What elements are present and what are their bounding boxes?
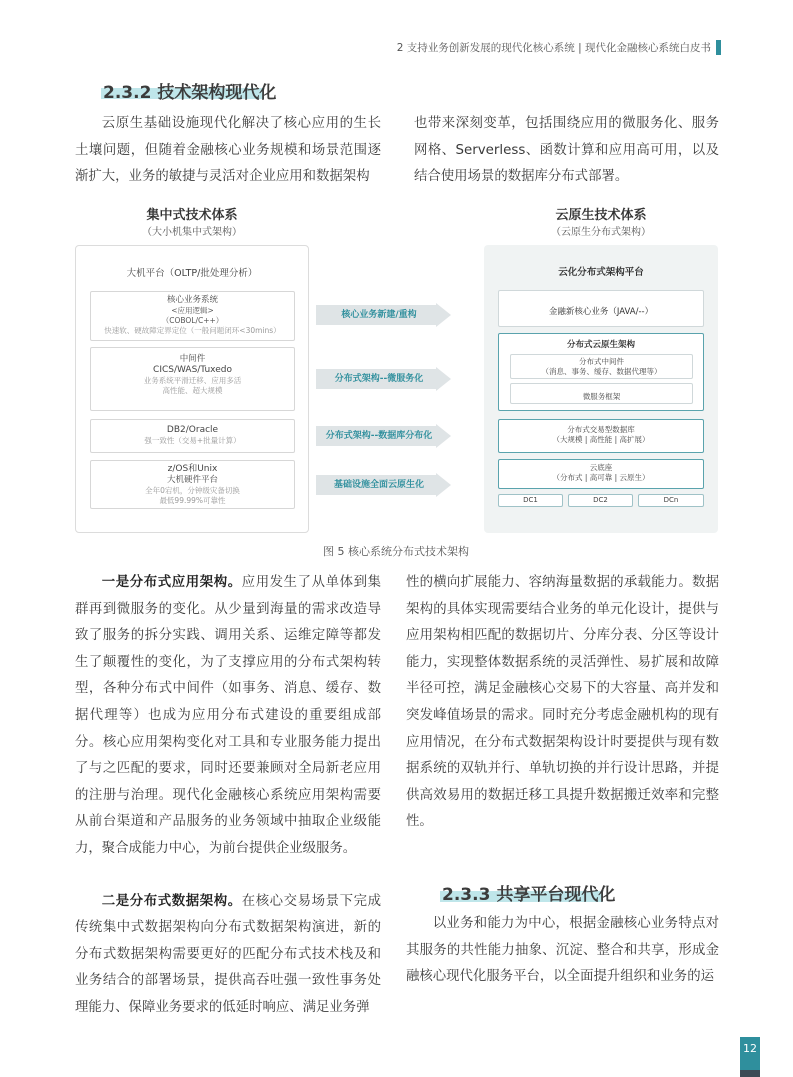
datacenter-dc1: DC1 <box>498 494 563 507</box>
intro-text-left: 云原生基础设施现代化解决了核心应用的生长土壤问题，但随着金融核心业务规模和场景范围逐渐扩大，业务的敏捷与灵活对企业应用和数据架构 <box>75 116 381 185</box>
microservice-framework-label: 微服务框架 <box>582 392 621 401</box>
distributed-app-heading: 一是分布式应用架构。 <box>101 575 242 590</box>
middleware-label: 中间件 <box>179 354 206 364</box>
microservice-framework-box <box>510 383 693 404</box>
new-core-business-box <box>498 290 704 327</box>
cics-label: CICS/WAS/Tuxedo <box>153 365 232 375</box>
intro-paragraph-left <box>75 111 381 191</box>
distributed-data-paragraph <box>75 889 381 1022</box>
figure-right-subtitle: （云原生分布式架构） <box>551 227 651 238</box>
distributed-database-label: 分布式交易型数据库 <box>567 425 635 434</box>
distributed-middleware-note: （消息、事务、缓存、数据代理等） <box>541 367 662 376</box>
figure-left-title: 集中式技术体系 <box>146 208 238 223</box>
middleware-note-1: 业务系统平滑迁移、应用多活 <box>143 376 242 385</box>
body-column-right <box>406 570 719 836</box>
figure-right-title: 云原生技术体系 <box>555 208 647 223</box>
centralized-architecture-panel <box>75 245 309 533</box>
mainframe-hardware-box <box>90 460 295 509</box>
right-panel-title: 云化分布式架构平台 <box>558 267 644 278</box>
app-logic-label: <应用逻辑> <box>171 306 214 315</box>
datacenter-dc2: DC2 <box>568 494 633 507</box>
figure-left-subtitle: （大小机集中式架构） <box>142 227 242 238</box>
migration-arrow-1-label: 核心业务新建/重构 <box>341 310 417 320</box>
cloud-native-architecture-panel <box>484 245 718 533</box>
migration-arrow-2-label: 分布式架构--微服务化 <box>334 374 424 384</box>
page-footer-bar <box>740 1070 760 1077</box>
datacenter-dcn: DCn <box>638 494 704 507</box>
db-consistency-note: 强一致性（交易+批量计算） <box>144 436 241 445</box>
distributed-database-note: （大规模 | 高性能 | 高扩展） <box>552 435 650 444</box>
distributed-app-text: 应用发生了从单体到集群再到微服务的变化。从少量到海量的需求改造导致了服务的拆分实践、调用关系、运维定障等都发生了颠覆性的变化，为了支撑应用的分布式架构转型，各种分布式中间件（如事务、消息、缓存、数据代理等）也成为应用分布式建设的重要组成部分。核心应用架构变化对工具和专业服务能力提出了与之匹配的要求，同时还要兼顾对全局新老应用的注册与治理。现代化金融核心系统应用架构需要从前台渠道和产品服务的业务领域中抽取企业级能力，聚合成能力中心，为前台提供企业级服务。 <box>75 575 382 856</box>
migration-arrow-1 <box>316 305 451 325</box>
distributed-app-paragraph <box>75 570 381 863</box>
distributed-database-box <box>498 419 704 453</box>
fault-location-note: 快速软、硬故障定界定位（一般问题闭环<30mins） <box>104 326 281 335</box>
shared-platform-text: 以业务和能力为中心，根据金融核心业务特点对其服务的共性能力抽象、沉淀、整合和共享，形成金融核心现代化服务平台，以全面提升组织和业务的运 <box>406 916 719 985</box>
distributed-cloud-native-box <box>498 333 704 411</box>
distributed-data-heading: 二是分布式数据架构。 <box>101 893 242 909</box>
running-header: 2 支持业务创新发展的现代化核心系统 | 现代化金融核心系统白皮书 <box>396 42 711 54</box>
section-title-2-3-2: 2.3.2 技术架构现代化 <box>103 83 277 103</box>
cloud-base-note: （分布式 | 高可靠 | 云原生） <box>552 473 650 482</box>
db2-oracle-label: DB2/Oracle <box>166 425 219 435</box>
data-architecture-continued: 性的横向扩展能力、容纳海量数据的承载能力。数据架构的具体实现需要结合业务的单元化设计，提供与应用架构相匹配的数据切片、分库分表、分区等设计能力，实现整体数据系统的灵活弹性、易扩展和故障半径可控，满足金融核心交易下的大容量、高并发和突发峰值场景的需求。同时充分考虑金融机构的现有应用情况，在分布式数据架构设计时要提供与现有数据系统的双轨并行、单轨切换的并行设计思路，并提供高效易用的数据迁移工具提升数据搬迁效率和完整性。 <box>406 575 719 830</box>
migration-arrow-3-label: 分布式架构--数据库分布化 <box>325 431 433 441</box>
shared-platform-paragraph <box>406 911 719 991</box>
core-business-system-label: 核心业务系统 <box>166 295 218 305</box>
reliability-note: 最低99.99%可靠性 <box>159 496 226 505</box>
core-business-system-box <box>90 291 295 341</box>
mainframe-platform-label: 大机硬件平台 <box>166 475 218 485</box>
zos-unix-label: z/OS和Unix <box>167 464 218 474</box>
body-column-left <box>75 570 381 1022</box>
intro-text-right: 也带来深刻变革，包括围绕应用的微服务化、服务网格、Serverless、函数计算和应用高可用，以及结合使用场景的数据库分布式部署。 <box>414 116 719 185</box>
migration-arrow-4 <box>316 475 451 495</box>
distributed-middleware-box <box>510 354 693 379</box>
distributed-data-text: 在核心交易场景下完成传统集中式数据架构向分布式数据架构演进，新的分布式数据架构需要更好的匹配分布式技术栈及和业务结合的部署场景，提供高吞吐强一致性事务处理能力、保障业务要求的低延时响应、满足业务弹 <box>75 893 382 1015</box>
middleware-box <box>90 347 295 411</box>
migration-arrow-2 <box>316 369 451 389</box>
cloud-base-box <box>498 459 704 489</box>
intro-paragraph-right <box>414 111 719 191</box>
cobol-label: （COBOL/C++） <box>161 316 224 325</box>
figure-caption: 图 5 核心系统分布式技术架构 <box>323 545 469 558</box>
middleware-note-2: 高性能、超大规模 <box>162 386 223 395</box>
uptime-note: 全年0宕机，分钟级灾备切换 <box>145 486 240 495</box>
new-core-business-label: 金融新核心业务（JAVA/--） <box>548 307 654 317</box>
page-number: 12 <box>740 1037 760 1070</box>
header-accent-bar <box>716 40 721 55</box>
migration-arrow-3 <box>316 426 451 446</box>
distributed-cloud-native-label: 分布式云原生架构 <box>566 340 635 350</box>
db2-oracle-box <box>90 419 295 453</box>
cloud-base-label: 云底座 <box>589 463 613 472</box>
left-panel-title: 大机平台（OLTP/批处理分析） <box>126 268 258 279</box>
section-title-2-3-3: 2.3.3 共享平台现代化 <box>442 885 616 905</box>
migration-arrow-4-label: 基础设施全面云原生化 <box>333 480 424 490</box>
distributed-middleware-label: 分布式中间件 <box>579 357 624 366</box>
